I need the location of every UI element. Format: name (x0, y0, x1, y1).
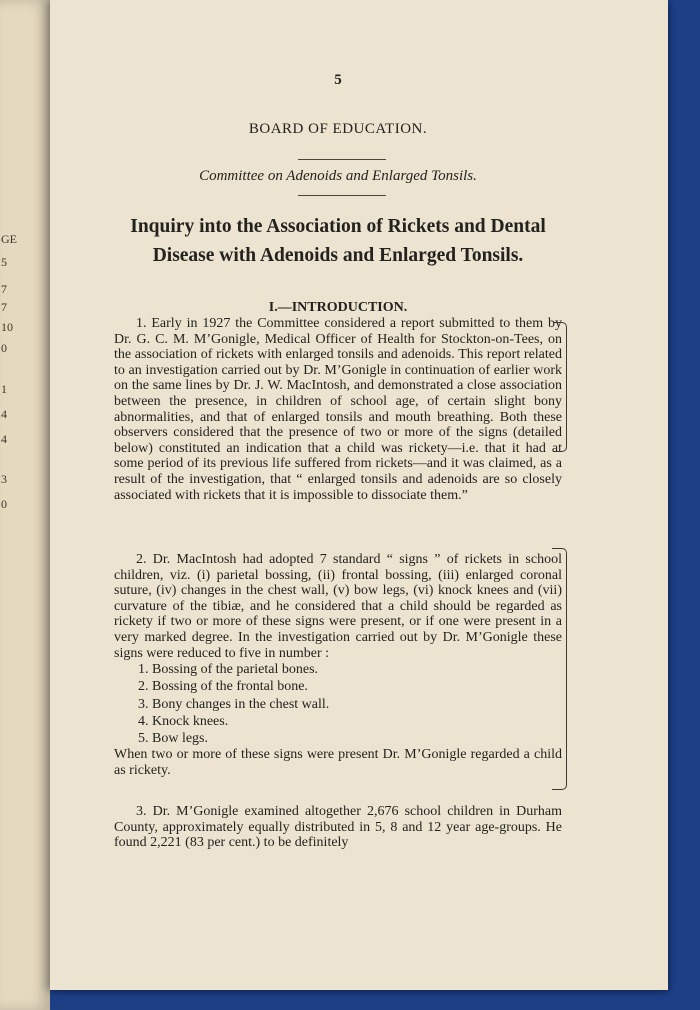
board-heading: BOARD OF EDUCATION. (248, 121, 428, 137)
previous-page-number: 5 (1, 255, 7, 269)
page-title (114, 212, 562, 270)
committee-heading: Committee on Adenoids and Enlarged Tonsils. (199, 168, 477, 184)
previous-page-number: 7 (1, 300, 7, 314)
list-item: 2. Bossing of the frontal bone. (138, 679, 308, 695)
paragraph-text: 1. Early in 1927 the Committee considered a report submitted to them by Dr. G. C. M. M’Gonigle, Medical Officer of Health for Stockton-on-Tees, on the association of rickets with enlarged tonsils and adenoids. This report related to an investigation carried out by Dr. M’Gonigle in continuation of earlier work on the same lines by Dr. J. W. MacIntosh, and demonstrated a close association between the presence, in children of school age, of certain slight bony abnormalities, and that of enlarged tonsils and mouth breathing. Both these observers considered that the presence of two or more of the signs (detailed below) constituted an indication that a child was rickety—i.e. that it had at some period of its previous life suffered from rickets—and it was claimed, as a result of the investigation, that “ enlarged tonsils and adenoids are so closely associated with rickets that it is impossible to dissociate them.” (114, 316, 562, 503)
pencil-bracket (554, 322, 567, 452)
list-item: 1. Bossing of the parietal bones. (138, 662, 319, 678)
document-page (50, 0, 668, 990)
list-item: 5. Bow legs. (138, 730, 208, 746)
section-heading: I.—INTRODUCTION. (268, 300, 408, 315)
previous-page-number: GE (1, 232, 17, 246)
previous-page-number: 0 (1, 341, 7, 355)
previous-page-number: 4 (1, 432, 7, 446)
previous-page-number: 10 (1, 320, 13, 334)
previous-page (0, 0, 50, 1010)
previous-page-number: 0 (1, 497, 7, 511)
pencil-bracket (552, 548, 567, 790)
signs-list (114, 661, 562, 747)
paragraph-text: When two or more of these signs were present Dr. M’Gonigle regarded a child as rickety. (114, 747, 562, 778)
paragraph-3 (114, 804, 562, 851)
divider (298, 195, 386, 196)
list-item: 3. Bony changes in the chest wall. (138, 696, 330, 712)
page-number: 5 (334, 72, 342, 88)
list-item: 4. Knock knees. (138, 713, 229, 729)
paragraph-text: 2. Dr. MacIntosh had adopted 7 standard “ signs ” of rickets in school children, viz. (i) parietal bossing, (ii) frontal bossing, (iii) enlarged coronal suture, (iv) changes in the chest wall, (v) bow legs, (vi) knock knees and (vii) curvature of the tibiæ, and he considered that a child should be regarded as rickety if two or more of these signs were present, or if one were present in a very marked degree. In the investigation carried out by Dr. M’Gonigle these signs were reduced to five in number : (114, 552, 562, 661)
paragraph-text: 3. Dr. M’Gonigle examined altogether 2,676 school children in Durham County, approximately equally distributed in 5, 8 and 12 year age-groups. He found 2,221 (83 per cent.) to be definitely (114, 804, 562, 851)
previous-page-number: 4 (1, 407, 7, 421)
paragraph-2 (114, 552, 562, 778)
title-line: Inquiry into the Association of Rickets and Dental (130, 216, 546, 237)
title-line: Disease with Adenoids and Enlarged Tonsils. (152, 245, 524, 266)
previous-page-number: 7 (1, 282, 7, 296)
paragraph-1 (114, 316, 562, 503)
divider (298, 159, 386, 160)
previous-page-number: 3 (1, 472, 7, 486)
previous-page-number: 1 (1, 382, 7, 396)
previous-page-column (0, 0, 17, 1010)
